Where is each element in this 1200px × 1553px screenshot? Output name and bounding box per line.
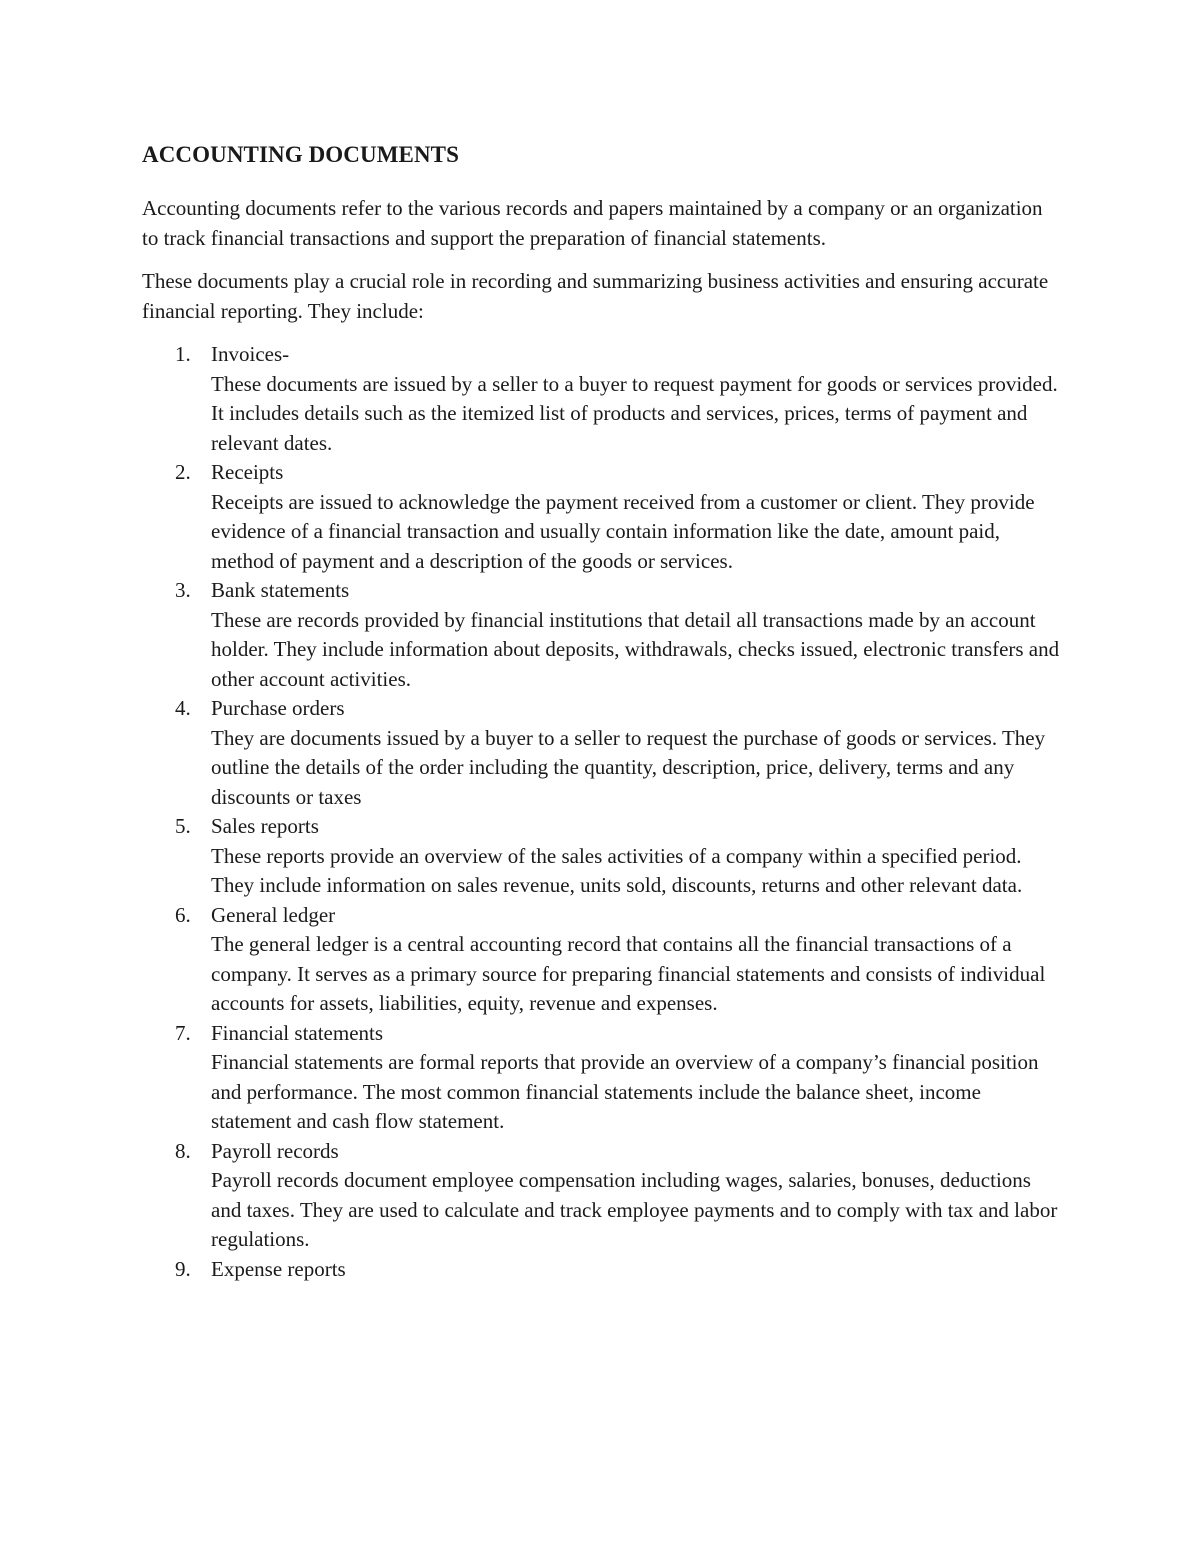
list-item-number: 6. xyxy=(175,902,191,927)
list-item-description: Receipts are issued to acknowledge the payment received from a customer or client. They provide evidence of a financial transaction and usually contain information like the date, amount paid, method of payment and a description of the goods or services. xyxy=(211,489,1035,573)
list-item-title: Invoices- xyxy=(211,342,290,366)
list-item xyxy=(142,694,1062,812)
intro-paragraph: Accounting documents refer to the various records and papers maintained by a company or an organization to track financial transactions and support the preparation of financial statements. xyxy=(142,196,1043,250)
list-item-description: These reports provide an overview of the sales activities of a company within a specified period. They include information on sales revenue, units sold, discounts, returns and other relevant data. xyxy=(211,843,1023,897)
list-item xyxy=(142,1255,1062,1285)
list-item-title: Expense reports xyxy=(211,1256,346,1281)
list-item-title: General ledger xyxy=(211,902,336,927)
list-item-description: They are documents issued by a buyer to a seller to request the purchase of goods or services. They outline the details of the order including the quantity, description, price, delivery, terms and any discounts or taxes xyxy=(211,725,1046,809)
list-item-title: Bank statements xyxy=(211,578,350,602)
document-title: ACCOUNTING DOCUMENTS xyxy=(142,142,459,167)
list-item-number: 2. xyxy=(175,460,191,484)
list-item-number: 7. xyxy=(175,1020,191,1045)
list-item-description: The general ledger is a central accounting record that contains all the financial transactions of a company. It serves as a primary source for preparing financial statements and consists of individual accounts for assets, liabilities, equity, revenue and expenses. xyxy=(211,932,1046,1015)
list-item xyxy=(142,901,1062,1019)
list-item xyxy=(142,576,1062,694)
list-item-description: Payroll records document employee compensation including wages, salaries, bonuses, deductions and taxes. They are used to calculate and track employee payments and to comply with tax and labor regulations. xyxy=(211,1168,1058,1251)
document-page xyxy=(142,140,1062,1284)
list-item xyxy=(142,812,1062,901)
list-item-number: 8. xyxy=(175,1138,191,1163)
list-item xyxy=(142,458,1062,576)
list-item-title: Purchase orders xyxy=(211,696,345,720)
list-item-description: These documents are issued by a seller to a buyer to request payment for goods or services provided. It includes details such as the itemized list of products and services, prices, terms of payment and relevant dates. xyxy=(211,371,1058,455)
list-item-number: 3. xyxy=(175,578,191,602)
list-item-title: Sales reports xyxy=(211,814,319,838)
list-item xyxy=(142,1019,1062,1137)
list-item-number: 9. xyxy=(175,1256,191,1281)
document-types-list xyxy=(142,340,1062,1284)
list-item-title: Receipts xyxy=(211,460,284,484)
list-item-title: Payroll records xyxy=(211,1138,339,1163)
list-item xyxy=(142,1137,1062,1255)
list-item-number: 4. xyxy=(175,696,191,720)
list-item-number: 5. xyxy=(175,814,191,838)
list-item xyxy=(142,340,1062,458)
list-item-title: Financial statements xyxy=(211,1020,384,1045)
list-item-number: 1. xyxy=(175,342,191,366)
list-item-description: Financial statements are formal reports that provide an overview of a company’s financial position and performance. The most common financial statements include the balance sheet, income statement and cash flow statement. xyxy=(211,1050,1039,1133)
list-item-description: These are records provided by financial institutions that detail all transactions made by an account holder. They include information about deposits, withdrawals, checks issued, electronic transfers and other account activities. xyxy=(211,607,1060,691)
intro-paragraph: These documents play a crucial role in recording and summarizing business activities and ensuring accurate financial reporting. They include: xyxy=(142,269,1049,323)
